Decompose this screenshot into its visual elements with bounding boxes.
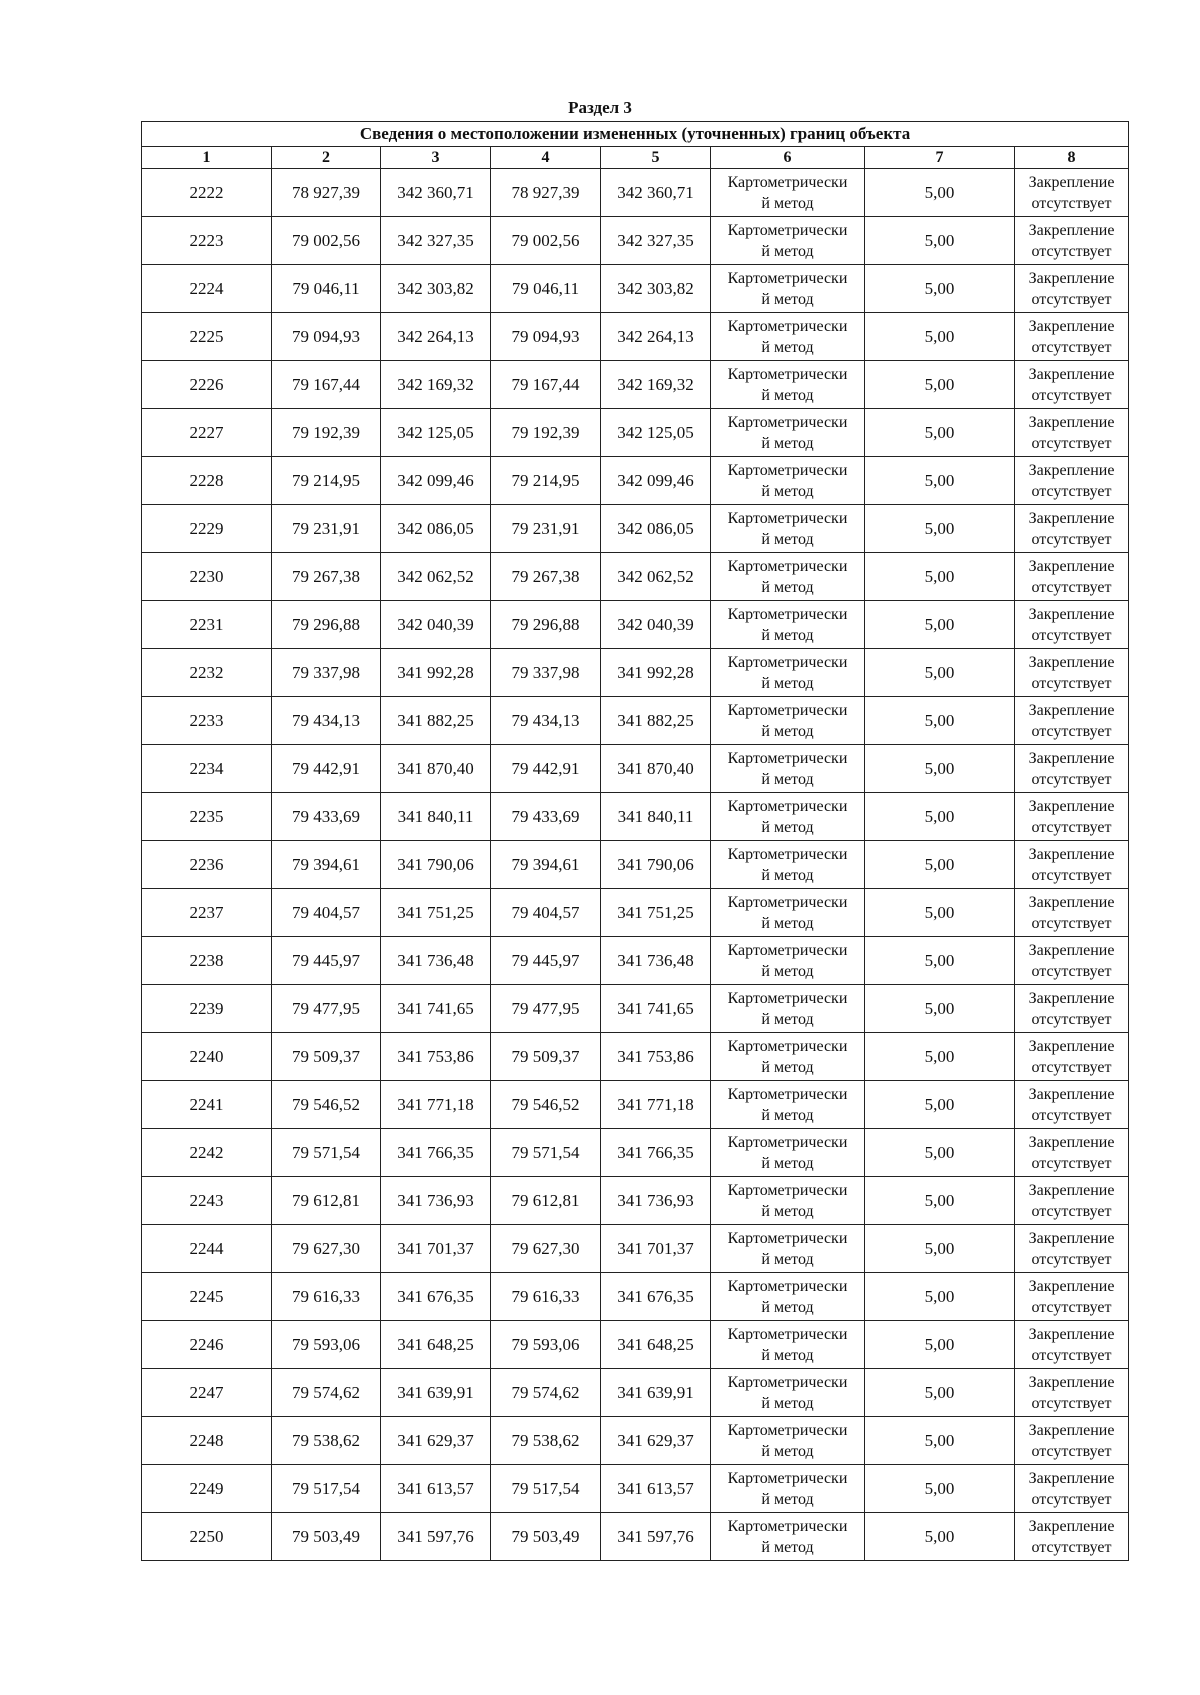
x-existing-cell: 79 094,93 [272, 313, 381, 361]
accuracy-cell: 5,00 [865, 1465, 1015, 1513]
x-existing-cell: 79 571,54 [272, 1129, 381, 1177]
accuracy-cell: 5,00 [865, 1129, 1015, 1177]
point-number-cell: 2248 [142, 1417, 272, 1465]
marker-description-cell: Закрепление отсутствует [1015, 505, 1129, 553]
x-existing-cell: 79 394,61 [272, 841, 381, 889]
method-cell: Картометрически й метод [711, 1417, 865, 1465]
y-existing-cell: 341 639,91 [381, 1369, 491, 1417]
point-number-cell: 2235 [142, 793, 272, 841]
accuracy-cell: 5,00 [865, 1081, 1015, 1129]
y-new-cell: 341 736,48 [601, 937, 711, 985]
y-new-cell: 341 766,35 [601, 1129, 711, 1177]
column-number: 3 [381, 147, 491, 169]
x-existing-cell: 79 538,62 [272, 1417, 381, 1465]
x-new-cell: 79 231,91 [491, 505, 601, 553]
accuracy-cell: 5,00 [865, 457, 1015, 505]
marker-description-cell: Закрепление отсутствует [1015, 457, 1129, 505]
x-new-cell: 79 517,54 [491, 1465, 601, 1513]
x-existing-cell: 79 616,33 [272, 1273, 381, 1321]
point-number-cell: 2236 [142, 841, 272, 889]
table-row [142, 1225, 1129, 1273]
method-cell: Картометрически й метод [711, 937, 865, 985]
x-existing-cell: 79 517,54 [272, 1465, 381, 1513]
point-number-cell: 2249 [142, 1465, 272, 1513]
method-cell: Картометрически й метод [711, 1081, 865, 1129]
y-existing-cell: 342 062,52 [381, 553, 491, 601]
point-number-cell: 2227 [142, 409, 272, 457]
marker-description-cell: Закрепление отсутствует [1015, 1225, 1129, 1273]
table-row [142, 361, 1129, 409]
y-new-cell: 341 648,25 [601, 1321, 711, 1369]
y-existing-cell: 342 086,05 [381, 505, 491, 553]
x-existing-cell: 79 445,97 [272, 937, 381, 985]
method-cell: Картометрически й метод [711, 1129, 865, 1177]
method-cell: Картометрически й метод [711, 505, 865, 553]
x-existing-cell: 79 477,95 [272, 985, 381, 1033]
point-number-cell: 2226 [142, 361, 272, 409]
section-title: Раздел 3 [568, 98, 632, 117]
marker-description-cell: Закрепление отсутствует [1015, 217, 1129, 265]
marker-description-cell: Закрепление отсутствует [1015, 1417, 1129, 1465]
method-cell: Картометрически й метод [711, 1465, 865, 1513]
method-cell: Картометрически й метод [711, 793, 865, 841]
method-cell: Картометрически й метод [711, 265, 865, 313]
accuracy-cell: 5,00 [865, 1033, 1015, 1081]
x-existing-cell: 78 927,39 [272, 169, 381, 217]
y-new-cell: 341 790,06 [601, 841, 711, 889]
method-cell: Картометрически й метод [711, 553, 865, 601]
x-new-cell: 79 477,95 [491, 985, 601, 1033]
y-new-cell: 341 771,18 [601, 1081, 711, 1129]
table-row [142, 745, 1129, 793]
y-new-cell: 341 753,86 [601, 1033, 711, 1081]
marker-description-cell: Закрепление отсутствует [1015, 697, 1129, 745]
marker-description-cell: Закрепление отсутствует [1015, 985, 1129, 1033]
marker-description-cell: Закрепление отсутствует [1015, 1321, 1129, 1369]
marker-description-cell: Закрепление отсутствует [1015, 1129, 1129, 1177]
x-existing-cell: 79 404,57 [272, 889, 381, 937]
y-new-cell: 341 629,37 [601, 1417, 711, 1465]
y-existing-cell: 341 629,37 [381, 1417, 491, 1465]
table-row [142, 1033, 1129, 1081]
y-existing-cell: 341 741,65 [381, 985, 491, 1033]
marker-description-cell: Закрепление отсутствует [1015, 313, 1129, 361]
y-new-cell: 341 736,93 [601, 1177, 711, 1225]
x-new-cell: 79 267,38 [491, 553, 601, 601]
accuracy-cell: 5,00 [865, 409, 1015, 457]
point-number-cell: 2244 [142, 1225, 272, 1273]
y-new-cell: 341 840,11 [601, 793, 711, 841]
x-existing-cell: 79 267,38 [272, 553, 381, 601]
y-new-cell: 342 169,32 [601, 361, 711, 409]
x-new-cell: 79 094,93 [491, 313, 601, 361]
accuracy-cell: 5,00 [865, 889, 1015, 937]
accuracy-cell: 5,00 [865, 169, 1015, 217]
accuracy-cell: 5,00 [865, 265, 1015, 313]
y-existing-cell: 341 676,35 [381, 1273, 491, 1321]
accuracy-cell: 5,00 [865, 1225, 1015, 1273]
x-new-cell: 79 574,62 [491, 1369, 601, 1417]
table-row [142, 793, 1129, 841]
accuracy-cell: 5,00 [865, 937, 1015, 985]
method-cell: Картометрически й метод [711, 1273, 865, 1321]
point-number-cell: 2237 [142, 889, 272, 937]
x-new-cell: 79 546,52 [491, 1081, 601, 1129]
marker-description-cell: Закрепление отсутствует [1015, 1177, 1129, 1225]
y-new-cell: 342 125,05 [601, 409, 711, 457]
method-cell: Картометрически й метод [711, 1369, 865, 1417]
point-number-cell: 2233 [142, 697, 272, 745]
marker-description-cell: Закрепление отсутствует [1015, 1273, 1129, 1321]
y-existing-cell: 341 870,40 [381, 745, 491, 793]
column-number: 1 [142, 147, 272, 169]
y-new-cell: 341 613,57 [601, 1465, 711, 1513]
y-new-cell: 342 327,35 [601, 217, 711, 265]
point-number-cell: 2239 [142, 985, 272, 1033]
table-caption: Сведения о местоположении измененных (уточненных) границ объекта [142, 122, 1129, 147]
x-existing-cell: 79 167,44 [272, 361, 381, 409]
y-new-cell: 342 264,13 [601, 313, 711, 361]
table-row [142, 1177, 1129, 1225]
point-number-cell: 2231 [142, 601, 272, 649]
accuracy-cell: 5,00 [865, 1273, 1015, 1321]
point-number-cell: 2232 [142, 649, 272, 697]
point-number-cell: 2228 [142, 457, 272, 505]
method-cell: Картометрически й метод [711, 697, 865, 745]
marker-description-cell: Закрепление отсутствует [1015, 745, 1129, 793]
x-new-cell: 79 442,91 [491, 745, 601, 793]
x-existing-cell: 79 509,37 [272, 1033, 381, 1081]
method-cell: Картометрически й метод [711, 841, 865, 889]
x-new-cell: 79 433,69 [491, 793, 601, 841]
x-new-cell: 78 927,39 [491, 169, 601, 217]
accuracy-cell: 5,00 [865, 985, 1015, 1033]
table-row [142, 1513, 1129, 1561]
x-existing-cell: 79 574,62 [272, 1369, 381, 1417]
method-cell: Картометрически й метод [711, 985, 865, 1033]
point-number-cell: 2223 [142, 217, 272, 265]
accuracy-cell: 5,00 [865, 745, 1015, 793]
marker-description-cell: Закрепление отсутствует [1015, 169, 1129, 217]
method-cell: Картометрически й метод [711, 1513, 865, 1561]
point-number-cell: 2229 [142, 505, 272, 553]
method-cell: Картометрически й метод [711, 1321, 865, 1369]
column-number: 7 [865, 147, 1015, 169]
y-existing-cell: 341 992,28 [381, 649, 491, 697]
marker-description-cell: Закрепление отсутствует [1015, 1033, 1129, 1081]
y-existing-cell: 342 327,35 [381, 217, 491, 265]
y-existing-cell: 342 040,39 [381, 601, 491, 649]
point-number-cell: 2230 [142, 553, 272, 601]
point-number-cell: 2222 [142, 169, 272, 217]
y-new-cell: 341 992,28 [601, 649, 711, 697]
y-existing-cell: 342 264,13 [381, 313, 491, 361]
table-row [142, 265, 1129, 313]
y-new-cell: 342 086,05 [601, 505, 711, 553]
y-existing-cell: 341 790,06 [381, 841, 491, 889]
y-existing-cell: 341 766,35 [381, 1129, 491, 1177]
x-new-cell: 79 616,33 [491, 1273, 601, 1321]
marker-description-cell: Закрепление отсутствует [1015, 361, 1129, 409]
marker-description-cell: Закрепление отсутствует [1015, 601, 1129, 649]
point-number-cell: 2234 [142, 745, 272, 793]
method-cell: Картометрически й метод [711, 361, 865, 409]
marker-description-cell: Закрепление отсутствует [1015, 841, 1129, 889]
point-number-cell: 2224 [142, 265, 272, 313]
y-new-cell: 341 597,76 [601, 1513, 711, 1561]
x-new-cell: 79 404,57 [491, 889, 601, 937]
table-row [142, 1465, 1129, 1513]
x-existing-cell: 79 503,49 [272, 1513, 381, 1561]
column-number: 5 [601, 147, 711, 169]
method-cell: Картометрически й метод [711, 745, 865, 793]
y-existing-cell: 341 736,48 [381, 937, 491, 985]
marker-description-cell: Закрепление отсутствует [1015, 1465, 1129, 1513]
marker-description-cell: Закрепление отсутствует [1015, 409, 1129, 457]
x-new-cell: 79 503,49 [491, 1513, 601, 1561]
point-number-cell: 2225 [142, 313, 272, 361]
marker-description-cell: Закрепление отсутствует [1015, 649, 1129, 697]
method-cell: Картометрически й метод [711, 601, 865, 649]
point-number-cell: 2242 [142, 1129, 272, 1177]
y-new-cell: 341 741,65 [601, 985, 711, 1033]
y-existing-cell: 341 701,37 [381, 1225, 491, 1273]
y-new-cell: 342 303,82 [601, 265, 711, 313]
column-number: 6 [711, 147, 865, 169]
boundary-coordinates-table [141, 121, 1129, 1561]
y-existing-cell: 341 771,18 [381, 1081, 491, 1129]
x-new-cell: 79 571,54 [491, 1129, 601, 1177]
x-existing-cell: 79 434,13 [272, 697, 381, 745]
table-body [142, 169, 1129, 1561]
accuracy-cell: 5,00 [865, 505, 1015, 553]
accuracy-cell: 5,00 [865, 313, 1015, 361]
method-cell: Картометрически й метод [711, 217, 865, 265]
column-number-row [142, 147, 1129, 169]
y-existing-cell: 342 303,82 [381, 265, 491, 313]
y-new-cell: 341 676,35 [601, 1273, 711, 1321]
table-row [142, 1273, 1129, 1321]
marker-description-cell: Закрепление отсутствует [1015, 265, 1129, 313]
y-existing-cell: 341 753,86 [381, 1033, 491, 1081]
accuracy-cell: 5,00 [865, 649, 1015, 697]
y-existing-cell: 342 125,05 [381, 409, 491, 457]
accuracy-cell: 5,00 [865, 1321, 1015, 1369]
table-row [142, 649, 1129, 697]
accuracy-cell: 5,00 [865, 361, 1015, 409]
table-row [142, 985, 1129, 1033]
x-new-cell: 79 337,98 [491, 649, 601, 697]
x-new-cell: 79 538,62 [491, 1417, 601, 1465]
x-existing-cell: 79 442,91 [272, 745, 381, 793]
x-existing-cell: 79 231,91 [272, 505, 381, 553]
accuracy-cell: 5,00 [865, 1369, 1015, 1417]
table-row [142, 1129, 1129, 1177]
table-row [142, 1417, 1129, 1465]
point-number-cell: 2241 [142, 1081, 272, 1129]
accuracy-cell: 5,00 [865, 841, 1015, 889]
accuracy-cell: 5,00 [865, 1177, 1015, 1225]
y-new-cell: 342 062,52 [601, 553, 711, 601]
marker-description-cell: Закрепление отсутствует [1015, 937, 1129, 985]
table-row [142, 841, 1129, 889]
table-row [142, 937, 1129, 985]
point-number-cell: 2240 [142, 1033, 272, 1081]
marker-description-cell: Закрепление отсутствует [1015, 1369, 1129, 1417]
x-new-cell: 79 002,56 [491, 217, 601, 265]
y-existing-cell: 341 751,25 [381, 889, 491, 937]
y-existing-cell: 341 648,25 [381, 1321, 491, 1369]
y-new-cell: 341 639,91 [601, 1369, 711, 1417]
point-number-cell: 2243 [142, 1177, 272, 1225]
x-existing-cell: 79 546,52 [272, 1081, 381, 1129]
table-row [142, 313, 1129, 361]
x-existing-cell: 79 627,30 [272, 1225, 381, 1273]
accuracy-cell: 5,00 [865, 601, 1015, 649]
x-new-cell: 79 593,06 [491, 1321, 601, 1369]
x-new-cell: 79 167,44 [491, 361, 601, 409]
accuracy-cell: 5,00 [865, 1417, 1015, 1465]
y-new-cell: 341 882,25 [601, 697, 711, 745]
marker-description-cell: Закрепление отсутствует [1015, 1081, 1129, 1129]
x-existing-cell: 79 214,95 [272, 457, 381, 505]
y-new-cell: 342 360,71 [601, 169, 711, 217]
table-row [142, 601, 1129, 649]
table-row [142, 889, 1129, 937]
y-new-cell: 341 701,37 [601, 1225, 711, 1273]
table-row [142, 457, 1129, 505]
column-number: 4 [491, 147, 601, 169]
x-new-cell: 79 394,61 [491, 841, 601, 889]
y-existing-cell: 341 597,76 [381, 1513, 491, 1561]
y-existing-cell: 342 169,32 [381, 361, 491, 409]
x-existing-cell: 79 002,56 [272, 217, 381, 265]
x-existing-cell: 79 612,81 [272, 1177, 381, 1225]
x-new-cell: 79 612,81 [491, 1177, 601, 1225]
table-row [142, 1081, 1129, 1129]
method-cell: Картометрически й метод [711, 313, 865, 361]
table-row [142, 553, 1129, 601]
accuracy-cell: 5,00 [865, 697, 1015, 745]
y-existing-cell: 342 099,46 [381, 457, 491, 505]
accuracy-cell: 5,00 [865, 1513, 1015, 1561]
marker-description-cell: Закрепление отсутствует [1015, 889, 1129, 937]
method-cell: Картометрически й метод [711, 649, 865, 697]
y-new-cell: 342 040,39 [601, 601, 711, 649]
x-existing-cell: 79 192,39 [272, 409, 381, 457]
marker-description-cell: Закрепление отсутствует [1015, 1513, 1129, 1561]
y-existing-cell: 341 882,25 [381, 697, 491, 745]
x-new-cell: 79 627,30 [491, 1225, 601, 1273]
table-row [142, 1369, 1129, 1417]
point-number-cell: 2246 [142, 1321, 272, 1369]
method-cell: Картометрически й метод [711, 169, 865, 217]
x-new-cell: 79 509,37 [491, 1033, 601, 1081]
y-new-cell: 342 099,46 [601, 457, 711, 505]
marker-description-cell: Закрепление отсутствует [1015, 793, 1129, 841]
column-number: 8 [1015, 147, 1129, 169]
method-cell: Картометрически й метод [711, 889, 865, 937]
table-row [142, 697, 1129, 745]
y-existing-cell: 342 360,71 [381, 169, 491, 217]
method-cell: Картометрически й метод [711, 409, 865, 457]
y-existing-cell: 341 736,93 [381, 1177, 491, 1225]
method-cell: Картометрически й метод [711, 1177, 865, 1225]
y-existing-cell: 341 613,57 [381, 1465, 491, 1513]
x-new-cell: 79 296,88 [491, 601, 601, 649]
table-row [142, 505, 1129, 553]
y-new-cell: 341 751,25 [601, 889, 711, 937]
y-existing-cell: 341 840,11 [381, 793, 491, 841]
y-new-cell: 341 870,40 [601, 745, 711, 793]
accuracy-cell: 5,00 [865, 793, 1015, 841]
point-number-cell: 2250 [142, 1513, 272, 1561]
x-new-cell: 79 445,97 [491, 937, 601, 985]
point-number-cell: 2238 [142, 937, 272, 985]
table-row [142, 409, 1129, 457]
x-new-cell: 79 214,95 [491, 457, 601, 505]
x-existing-cell: 79 337,98 [272, 649, 381, 697]
point-number-cell: 2245 [142, 1273, 272, 1321]
x-new-cell: 79 434,13 [491, 697, 601, 745]
method-cell: Картометрически й метод [711, 457, 865, 505]
column-number: 2 [272, 147, 381, 169]
table-row [142, 217, 1129, 265]
x-new-cell: 79 046,11 [491, 265, 601, 313]
marker-description-cell: Закрепление отсутствует [1015, 553, 1129, 601]
x-existing-cell: 79 593,06 [272, 1321, 381, 1369]
accuracy-cell: 5,00 [865, 553, 1015, 601]
method-cell: Картометрически й метод [711, 1225, 865, 1273]
x-existing-cell: 79 046,11 [272, 265, 381, 313]
x-existing-cell: 79 296,88 [272, 601, 381, 649]
x-new-cell: 79 192,39 [491, 409, 601, 457]
accuracy-cell: 5,00 [865, 217, 1015, 265]
x-existing-cell: 79 433,69 [272, 793, 381, 841]
method-cell: Картометрически й метод [711, 1033, 865, 1081]
point-number-cell: 2247 [142, 1369, 272, 1417]
table-row [142, 1321, 1129, 1369]
table-row [142, 169, 1129, 217]
